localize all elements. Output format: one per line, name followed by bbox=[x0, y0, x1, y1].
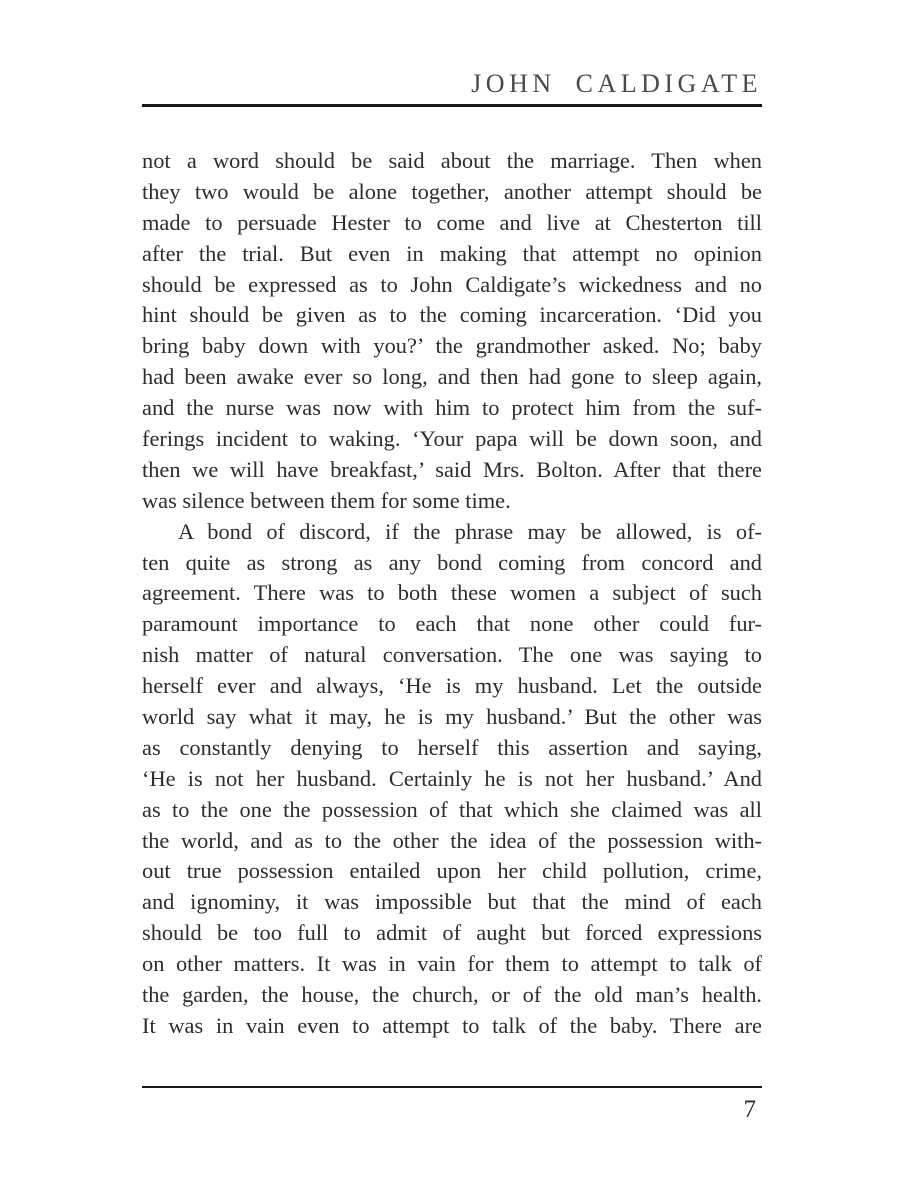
text-line: after the trial. But even in making that attempt no opinion bbox=[142, 240, 762, 266]
text-line: as to the one the possession of that which she claimed was all bbox=[142, 796, 762, 822]
text-line: they two would be alone together, another attempt should be bbox=[142, 178, 762, 204]
text-line: paramount importance to each that none other could fur- bbox=[142, 611, 762, 637]
text-line: the garden, the house, the church, or of the old man’s health. bbox=[142, 982, 762, 1008]
text-line: ferings incident to waking. ‘Your papa will be down soon, and bbox=[142, 426, 762, 452]
text-line: not a word should be said about the marriage. Then when bbox=[142, 148, 762, 173]
text-line: world say what it may, he is my husband.’ But the other was bbox=[142, 704, 762, 730]
text-line: and ignominy, it was impossible but that the mind of each bbox=[142, 889, 762, 915]
header-rule bbox=[142, 104, 762, 107]
text-line: made to persuade Hester to come and live at Chesterton till bbox=[142, 209, 762, 235]
text-line: ‘He is not her husband. Certainly he is not her husband.’ And bbox=[142, 765, 762, 791]
text-line: the world, and as to the other the idea of the possession with- bbox=[142, 827, 762, 853]
text-line: was silence between them for some time. bbox=[142, 487, 511, 513]
footer-rule bbox=[142, 1086, 762, 1088]
text-line: on other matters. It was in vain for them to attempt to talk of bbox=[142, 951, 762, 977]
text-line: ten quite as strong as any bond coming from concord and bbox=[142, 549, 762, 575]
text-line: should be too full to admit of aught but forced expressions bbox=[142, 920, 762, 946]
text-line: then we will have breakfast,’ said Mrs. Bolton. After that there bbox=[142, 456, 762, 482]
page-number: 7 bbox=[743, 1096, 756, 1123]
text-line: herself ever and always, ‘He is my husband. Let the outside bbox=[142, 673, 762, 699]
text-line: A bond of discord, if the phrase may be allowed, is of- bbox=[178, 518, 762, 544]
text-line: It was in vain even to attempt to talk of the baby. There are bbox=[142, 1012, 762, 1038]
running-header-title: JOHN CALDIGATE bbox=[471, 69, 762, 98]
text-line: agreement. There was to both these women a subject of such bbox=[142, 580, 762, 606]
text-line: as constantly denying to herself this assertion and saying, bbox=[142, 734, 762, 760]
text-line: out true possession entailed upon her child pollution, crime, bbox=[142, 858, 762, 884]
text-line: and the nurse was now with him to protect him from the suf- bbox=[142, 395, 762, 421]
text-line: had been awake ever so long, and then had gone to sleep again, bbox=[142, 364, 762, 390]
body-text bbox=[142, 146, 762, 1042]
text-line: should be expressed as to John Caldigate’s wickedness and no bbox=[142, 271, 762, 297]
text-line: hint should be given as to the coming incarceration. ‘Did you bbox=[142, 302, 762, 328]
text-line: nish matter of natural conversation. The one was saying to bbox=[142, 642, 762, 668]
text-line: bring baby down with you?’ the grandmother asked. No; baby bbox=[142, 333, 762, 359]
